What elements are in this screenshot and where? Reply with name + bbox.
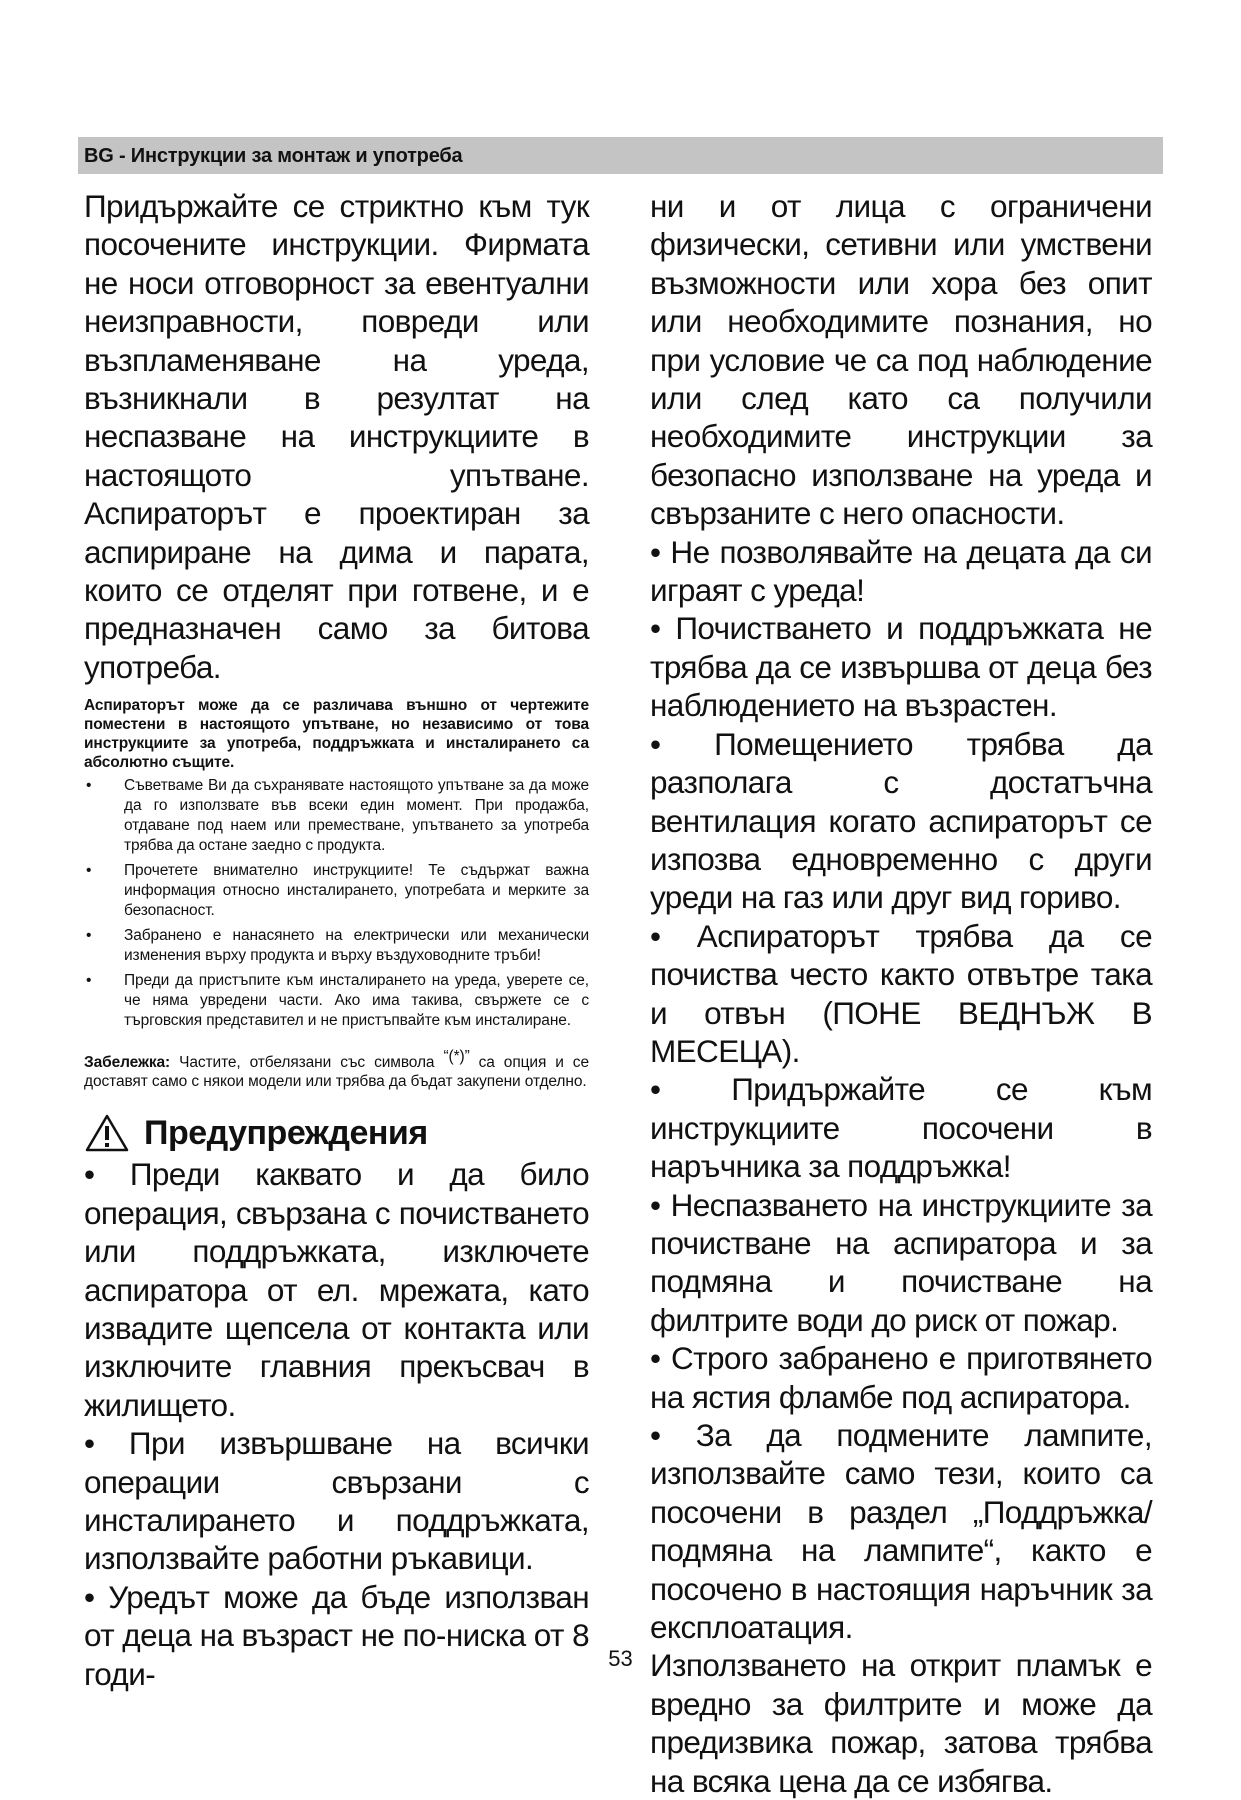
section-header-title: BG - Инструкции за монтаж и употреба xyxy=(84,145,463,167)
list-item: • Съветваме Ви да съхранявате настоящото упътване за да може да го използвате във всеки един момент. При продажба, отдаване под наем или преместване, упътването за употреба трябва да остане заедно с продукта. xyxy=(86,777,589,855)
list-item: • Прочетете внимателно инструкциите! Те съдържат важна информация относно инсталирането, употребата и мерките за безопасност. xyxy=(86,862,589,920)
bullet-icon: • xyxy=(86,777,92,795)
warning-triangle-icon xyxy=(84,1113,130,1153)
warning-item: • Почистването и поддръжката не трябва да се извършва от деца без наблюдението на възрастен. xyxy=(650,610,1152,724)
note-text-after: са опция и се доставят само с някои модели или трябва да бъдат закупени отделно. xyxy=(84,1054,589,1091)
warning-item: • Строго забранено е приготвянето на ястия фламбе под аспиратора. xyxy=(650,1340,1152,1415)
warnings-title: Предупреждения xyxy=(144,1113,428,1152)
warning-item: Използването на открит пламък е вредно за филтрите и може да предизвика пожар, затова трябва на всяка цена да се избягва. xyxy=(650,1647,1152,1799)
left-column xyxy=(84,187,589,1693)
note-text-before: Частите, отбелязани със символа xyxy=(179,1054,435,1072)
warning-item: • Помещението трябва да разполага с достатъчна вентилация когато аспираторът се изпозва едновременно с други уреди на газ или друг вид гориво. xyxy=(650,725,1152,916)
warning-item: • Неспазването на инструкциите за почистване на аспиратора и за подмяна и почистване на филтрите води до риск от пожар. xyxy=(650,1186,1152,1338)
warning-item: • Уредът може да бъде използван от деца на възраст не по-ниска от 8 годи- xyxy=(84,1578,589,1692)
warning-item: • Аспираторът трябва да се почиства често както отвътре така и отвън (ПОНЕ ВЕДНЪЖ В МЕСЕЦА). xyxy=(650,917,1152,1069)
note-paragraph xyxy=(84,1048,589,1091)
warning-item: • За да подмените лампите, използвайте само тези, които са посочени в раздел „Поддръжка/подмяна на лампите“, както е посочено в настоящия наръчник за експлоатация. xyxy=(650,1417,1152,1646)
list-item: • Забранено е нанасянето на електрически или механически изменения върху продукта и върху въздуховодните тръби! xyxy=(86,927,589,965)
warning-item: • Преди каквато и да било операция, свързана с почистването или поддръжката, изключете аспиратора от ел. мрежата, като извадите щепсела от контакта или изключите главния прекъсвач в жилището. xyxy=(84,1156,589,1423)
section-header-bar xyxy=(78,137,1163,174)
right-column xyxy=(650,187,1152,1800)
list-item: • Преди да пристъпите към инсталирането на уреда, уверете се, че няма увредени части. Ако има такива, свържете се с търговския представител и не пристъпвайте към инсталиране. xyxy=(86,972,589,1030)
option-symbol: “(*)” xyxy=(443,1048,470,1066)
warnings-heading xyxy=(84,1113,589,1153)
intro-paragraph: Придържайте се стриктно към тук посочените инструкции. Фирмата не носи отговорност за евентуални неизправности, повреди или възпламеняване на уреда, възникнали в резултат на неспазване на инструкциите в настоящото упътване. Аспираторът е проектиран за аспириране на дима и парата, които се отделят при готвене, и е предназначен само за битова употреба. xyxy=(84,188,589,685)
bullet-icon: • xyxy=(86,972,92,990)
warning-item: • При извършване на всички операции свързани с инсталирането и поддръжката, използвайте работни ръкавици. xyxy=(84,1425,589,1577)
page-number: 53 xyxy=(608,1646,633,1671)
note-label: Забележка: xyxy=(84,1054,171,1072)
warning-item: • Придържайте се към инструкциите посочени в наръчника за поддръжка! xyxy=(650,1071,1152,1185)
bold-disclaimer: Аспираторът може да се различава външно от чертежите поместени в настоящото упътване, но независимо от това инструкциите за употреба, поддръжката и инсталирането са абсолютно същите. xyxy=(84,697,589,772)
small-bullet-list xyxy=(84,776,589,1031)
warning-item: • Не позволявайте на децата да си играят с уреда! xyxy=(650,533,1152,609)
warning-item: ни и от лица с ограничени физически, сетивни или умствени възможности или хора без опит или необходимите познания, но при условие че са под наблюдение или след като са получили необходимите инструкции за безопасно използване на уреда и свързаните с него опасности. xyxy=(650,188,1152,532)
bullet-icon: • xyxy=(86,927,92,945)
bullet-icon: • xyxy=(86,862,92,880)
